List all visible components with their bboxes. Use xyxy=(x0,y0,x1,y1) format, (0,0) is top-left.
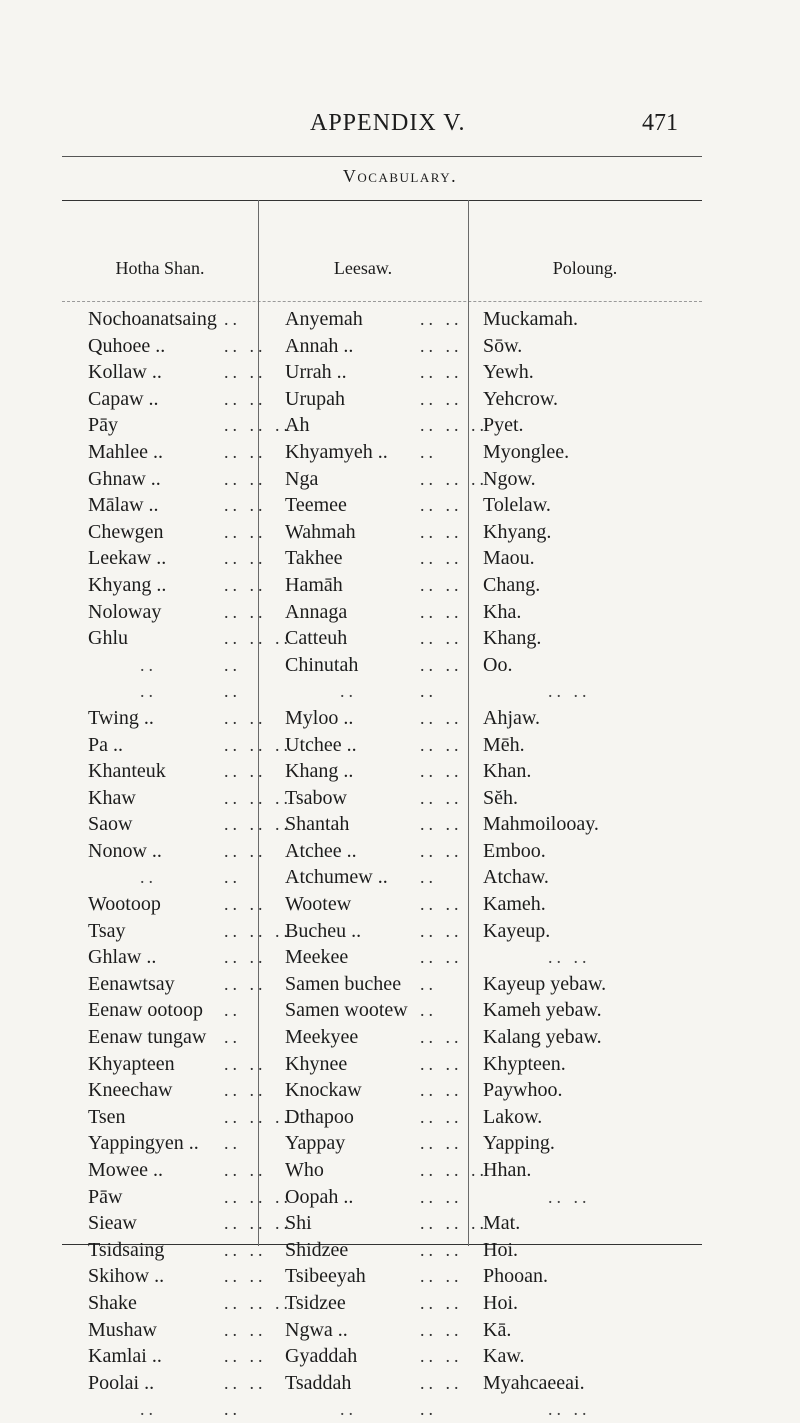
leesaw-word: Takhee xyxy=(285,547,343,570)
table-row xyxy=(0,705,800,732)
leesaw-word: Ah xyxy=(285,414,310,437)
leader-dots: .. .. xyxy=(420,707,463,728)
table-row xyxy=(0,1396,800,1423)
leader-dots: .. .. .. xyxy=(224,1106,292,1127)
leesaw-word: Knockaw xyxy=(285,1079,362,1102)
leader-dots: .. .. xyxy=(420,495,463,516)
table-row xyxy=(0,1370,800,1397)
leader-dots: .. .. xyxy=(420,628,463,649)
hotha-shan-word: Khyang .. xyxy=(88,573,167,596)
leesaw-word: Khang .. xyxy=(285,760,354,783)
leader-dots: .. .. xyxy=(420,1266,463,1287)
leesaw-word: Oopah .. xyxy=(285,1185,354,1208)
leesaw-word: Meekyee xyxy=(285,1026,359,1049)
leader-dots: .. xyxy=(420,1399,437,1420)
leader-dots: .. .. xyxy=(420,1186,463,1207)
hotha-shan-word: Shake xyxy=(88,1291,137,1314)
leader-dots: .. .. xyxy=(420,335,463,356)
leesaw-word: Bucheu .. xyxy=(285,919,362,942)
leader-dots: .. .. xyxy=(224,388,267,409)
ditto-dots: .. xyxy=(140,654,157,675)
poloung-word: Yehcrow. xyxy=(483,387,558,410)
leader-dots: .. .. .. xyxy=(224,1186,292,1207)
poloung-word: Yewh. xyxy=(483,361,534,384)
leader-dots: .. .. xyxy=(224,947,267,968)
leader-dots: .. .. xyxy=(224,840,267,861)
ditto-dots: .. xyxy=(340,681,357,702)
hotha-shan-word: Wootoop xyxy=(88,893,161,916)
table-row xyxy=(0,864,800,891)
leader-dots: .. .. .. xyxy=(224,1292,292,1313)
leesaw-word: Wahmah xyxy=(285,520,356,543)
table-row xyxy=(0,944,800,971)
leader-dots: .. .. xyxy=(224,1053,267,1074)
hotha-shan-word: Noloway xyxy=(88,600,162,623)
table-row xyxy=(0,1104,800,1131)
leader-dots: .. .. xyxy=(420,388,463,409)
hotha-shan-word: Eenaw ootoop xyxy=(88,999,203,1022)
leader-dots: .. .. xyxy=(420,761,463,782)
leader-dots: .. xyxy=(420,867,437,888)
table-row xyxy=(0,625,800,652)
table-row xyxy=(0,599,800,626)
leader-dots: .. .. xyxy=(420,1346,463,1367)
leader-dots: .. .. xyxy=(224,574,267,595)
table-row xyxy=(0,1290,800,1317)
poloung-word: Atchaw. xyxy=(483,866,549,889)
hotha-shan-word: Ghlaw .. xyxy=(88,946,157,969)
poloung-word: Myonglee. xyxy=(483,440,570,463)
leader-dots: .. .. xyxy=(420,1080,463,1101)
table-row xyxy=(0,971,800,998)
poloung-word: Kameh yebaw. xyxy=(483,999,602,1022)
table-row xyxy=(0,1051,800,1078)
hotha-shan-word: Pāw xyxy=(88,1185,123,1208)
hotha-shan-word: Poolai .. xyxy=(88,1371,155,1394)
leesaw-word: Samen wootew xyxy=(285,999,408,1022)
leesaw-word: Wootew xyxy=(285,893,352,916)
table-row xyxy=(0,466,800,493)
leader-dots: .. xyxy=(224,1000,241,1021)
table-row xyxy=(0,1317,800,1344)
leesaw-word: Khynee xyxy=(285,1052,348,1075)
leesaw-word: Urrah .. xyxy=(285,361,347,384)
leesaw-word: Ngwa .. xyxy=(285,1318,348,1341)
poloung-word: Khan. xyxy=(483,760,532,783)
leesaw-word: Who xyxy=(285,1159,324,1181)
leader-dots: .. .. xyxy=(420,548,463,569)
ditto-dots: .. .. xyxy=(548,1186,591,1207)
leader-dots: .. .. xyxy=(420,734,463,755)
leesaw-word: Tsabow xyxy=(285,786,347,809)
table-row xyxy=(0,572,800,599)
leader-dots: .. .. xyxy=(224,1266,267,1287)
leesaw-word: Shi xyxy=(285,1212,312,1235)
hotha-shan-word: Kamlai .. xyxy=(88,1345,162,1368)
hotha-shan-word: Pa .. xyxy=(88,733,123,756)
leader-dots: .. .. xyxy=(420,1053,463,1074)
leesaw-word: Myloo .. xyxy=(285,706,354,729)
hotha-shan-word: Khyapteen xyxy=(88,1052,175,1075)
leader-dots: .. .. xyxy=(224,1319,267,1340)
leader-dots: .. .. xyxy=(420,947,463,968)
poloung-word: Lakow. xyxy=(483,1105,543,1128)
hotha-shan-word: Mālaw .. xyxy=(88,494,159,517)
table-row xyxy=(0,1130,800,1157)
column-header-poloung: Poloung. xyxy=(552,258,618,278)
table-row xyxy=(0,519,800,546)
leesaw-word: Yappay xyxy=(285,1132,346,1155)
table-row xyxy=(0,439,800,466)
leesaw-word: Dthapoo xyxy=(285,1105,354,1128)
leader-dots: .. xyxy=(224,309,241,329)
table-row xyxy=(0,785,800,812)
poloung-word: Hoi. xyxy=(483,1238,518,1261)
leader-dots: .. xyxy=(420,973,437,994)
leesaw-word: Urupah xyxy=(285,387,345,410)
table-row xyxy=(0,918,800,945)
page-header xyxy=(0,110,800,150)
poloung-word: Khyang. xyxy=(483,520,552,543)
leader-dots: .. .. .. xyxy=(420,415,488,436)
hotha-shan-word: Mowee .. xyxy=(88,1159,163,1181)
leesaw-word: Tsidzee xyxy=(285,1291,346,1314)
leader-dots: .. .. .. xyxy=(224,628,292,649)
poloung-word: Khypteen. xyxy=(483,1052,566,1075)
table-top-rule xyxy=(62,200,702,201)
leader-dots: .. .. xyxy=(420,814,463,835)
poloung-word: Muckamah. xyxy=(483,308,578,330)
hotha-shan-word: Khanteuk xyxy=(88,760,166,783)
poloung-word: Kameh. xyxy=(483,893,546,916)
leader-dots: .. xyxy=(420,441,437,462)
leesaw-word: Samen buchee xyxy=(285,972,402,995)
leader-dots: .. .. xyxy=(420,1106,463,1127)
leesaw-word: Khyamyeh .. xyxy=(285,440,388,463)
hotha-shan-word: Yappingyen .. xyxy=(88,1132,199,1155)
leader-dots: .. xyxy=(224,654,241,675)
poloung-word: Khang. xyxy=(483,627,542,650)
table-row xyxy=(0,758,800,785)
table-row xyxy=(0,1077,800,1104)
poloung-word: Paywhoo. xyxy=(483,1079,563,1102)
ditto-dots: .. .. xyxy=(548,947,591,968)
poloung-word: Sĕh. xyxy=(483,786,518,809)
leesaw-word: Atchumew .. xyxy=(285,866,388,889)
leader-dots: .. .. xyxy=(420,1292,463,1313)
leader-dots: .. xyxy=(420,1000,437,1021)
table-row xyxy=(0,678,800,705)
poloung-word: Tolelaw. xyxy=(483,494,551,517)
hotha-shan-word: Leekaw .. xyxy=(88,547,167,570)
leader-dots: .. xyxy=(224,1133,241,1154)
leader-dots: .. .. .. xyxy=(224,734,292,755)
leader-dots: .. .. .. xyxy=(420,1213,488,1234)
hotha-shan-word: Nonow .. xyxy=(88,839,162,862)
poloung-word: Hhan. xyxy=(483,1159,532,1181)
hotha-shan-word: Ghlu xyxy=(88,627,128,650)
hotha-shan-word: Kneechaw xyxy=(88,1079,173,1102)
poloung-word: Mēh. xyxy=(483,733,525,756)
leader-dots: .. .. xyxy=(420,840,463,861)
leesaw-word: Annaga xyxy=(285,600,348,623)
hotha-shan-word: Khaw xyxy=(88,786,136,809)
leader-dots: .. xyxy=(420,681,437,702)
leader-dots: .. .. xyxy=(224,495,267,516)
leader-dots: .. .. xyxy=(224,362,267,383)
hotha-shan-word: Twing .. xyxy=(88,706,154,729)
ditto-dots: .. xyxy=(140,867,157,888)
poloung-word: Emboo. xyxy=(483,839,546,862)
poloung-word: Kayeup yebaw. xyxy=(483,972,607,995)
leader-dots: .. .. xyxy=(420,1372,463,1393)
hotha-shan-word: Eenaw tungaw xyxy=(88,1026,207,1049)
leesaw-word: Shantah xyxy=(285,813,350,836)
leesaw-word: Utchee .. xyxy=(285,733,357,756)
leader-dots: .. xyxy=(224,1027,241,1048)
table-row xyxy=(0,545,800,572)
table-row xyxy=(0,1263,800,1290)
leader-dots: .. .. xyxy=(224,894,267,915)
poloung-word: Chang. xyxy=(483,573,541,596)
ditto-dots: .. .. xyxy=(548,1399,591,1420)
table-row xyxy=(0,1210,800,1237)
leader-dots: .. .. .. xyxy=(420,468,488,489)
leader-dots: .. xyxy=(224,867,241,888)
hotha-shan-word: Ghnaw .. xyxy=(88,467,161,490)
table-row xyxy=(0,1343,800,1370)
poloung-word: Hoi. xyxy=(483,1291,518,1314)
leader-dots: .. .. xyxy=(224,521,267,542)
poloung-word: Mat. xyxy=(483,1212,521,1235)
table-row xyxy=(0,1184,800,1211)
poloung-word: Oo. xyxy=(483,653,513,676)
hotha-shan-word: Tsay xyxy=(88,919,126,942)
leesaw-word: Shidzee xyxy=(285,1238,349,1261)
leader-dots: .. .. .. xyxy=(224,1213,292,1234)
leader-dots: .. .. xyxy=(224,548,267,569)
vocabulary-rows xyxy=(0,306,800,1423)
leader-dots: .. .. xyxy=(420,601,463,622)
leesaw-word: Teemee xyxy=(285,494,347,517)
table-row xyxy=(0,1157,800,1184)
leesaw-word: Catteuh xyxy=(285,627,348,650)
table-row xyxy=(0,306,800,333)
leader-dots: .. xyxy=(224,1399,241,1420)
leader-dots: .. .. xyxy=(420,920,463,941)
hotha-shan-word: Eenawtsay xyxy=(88,972,175,995)
leader-dots: .. .. xyxy=(224,707,267,728)
leader-dots: .. .. .. xyxy=(224,814,292,835)
table-row xyxy=(0,333,800,360)
leader-dots: .. .. xyxy=(420,362,463,383)
hotha-shan-word: Capaw .. xyxy=(88,387,159,410)
hotha-shan-word: Chewgen xyxy=(88,520,164,543)
table-row xyxy=(0,1024,800,1051)
leesaw-word: Meekee xyxy=(285,946,349,969)
leader-dots: .. .. xyxy=(420,309,463,329)
leader-dots: .. .. xyxy=(420,521,463,542)
leader-dots: .. .. xyxy=(224,1239,267,1260)
header-rule xyxy=(62,156,702,157)
leader-dots: .. .. xyxy=(224,441,267,462)
ditto-dots: .. .. xyxy=(548,681,591,702)
leader-dots: .. .. xyxy=(420,894,463,915)
leader-dots: .. .. xyxy=(420,574,463,595)
leesaw-word: Tsaddah xyxy=(285,1371,352,1394)
leader-dots: .. .. xyxy=(224,973,267,994)
leader-dots: .. .. xyxy=(224,1346,267,1367)
hotha-shan-word: Saow xyxy=(88,813,133,836)
ditto-dots: .. xyxy=(340,1399,357,1420)
leader-dots: .. .. xyxy=(420,787,463,808)
hotha-shan-word: Tsen xyxy=(88,1105,126,1128)
poloung-word: Pyet. xyxy=(483,414,524,437)
poloung-word: Mahmoilooay. xyxy=(483,813,599,836)
leader-dots: .. .. xyxy=(420,1027,463,1048)
poloung-word: Kalang yebaw. xyxy=(483,1026,602,1049)
leesaw-word: Atchee .. xyxy=(285,839,357,862)
hotha-shan-word: Pāy xyxy=(88,414,118,437)
poloung-word: Ngow. xyxy=(483,467,536,490)
leader-dots: .. .. .. xyxy=(224,920,292,941)
table-row xyxy=(0,997,800,1024)
hotha-shan-word: Mahlee .. xyxy=(88,440,163,463)
leader-dots: .. .. xyxy=(420,654,463,675)
table-row xyxy=(0,732,800,759)
leesaw-word: Annah .. xyxy=(285,334,354,357)
poloung-word: Kaw. xyxy=(483,1345,525,1368)
poloung-word: Yapping. xyxy=(483,1132,555,1155)
leader-dots: .. .. .. xyxy=(224,787,292,808)
poloung-word: Maou. xyxy=(483,547,535,570)
table-row xyxy=(0,412,800,439)
poloung-word: Ahjaw. xyxy=(483,706,541,729)
leesaw-word: Nga xyxy=(285,467,319,490)
leesaw-word: Gyaddah xyxy=(285,1345,358,1368)
leader-dots: .. .. xyxy=(224,1160,267,1180)
ditto-dots: .. xyxy=(140,681,157,702)
hotha-shan-word: Skihow .. xyxy=(88,1265,165,1288)
hotha-shan-word: Sieaw xyxy=(88,1212,137,1235)
leesaw-word: Anyemah xyxy=(285,308,363,330)
leader-dots: .. .. xyxy=(420,1319,463,1340)
hotha-shan-word: Kollaw .. xyxy=(88,361,162,384)
running-head: APPENDIX V. xyxy=(310,110,466,136)
leader-dots: .. .. xyxy=(420,1133,463,1154)
leader-dots: .. .. xyxy=(224,335,267,356)
column-header-leesaw: Leesaw. xyxy=(333,258,393,278)
leader-dots: .. .. xyxy=(224,468,267,489)
leader-dots: .. .. xyxy=(224,1080,267,1101)
poloung-word: Myahcaeeai. xyxy=(483,1371,585,1394)
leader-dots: .. .. xyxy=(224,601,267,622)
leader-dots: .. xyxy=(224,681,241,702)
leesaw-word: Hamāh xyxy=(285,573,343,596)
table-row xyxy=(0,811,800,838)
hotha-shan-word: Tsidsaing xyxy=(88,1238,165,1261)
leesaw-word: Tsibeeyah xyxy=(285,1265,366,1288)
poloung-word: Sōw. xyxy=(483,334,523,357)
ditto-dots: .. xyxy=(140,1399,157,1420)
table-row xyxy=(0,1237,800,1264)
hotha-shan-word: Nochoanatsaing xyxy=(88,308,217,330)
header-bottom-rule xyxy=(62,301,702,302)
table-row xyxy=(0,492,800,519)
leader-dots: .. .. xyxy=(420,1239,463,1260)
poloung-word: Kha. xyxy=(483,600,522,623)
poloung-word: Kā. xyxy=(483,1318,512,1341)
leader-dots: .. .. .. xyxy=(420,1160,488,1180)
table-row xyxy=(0,359,800,386)
hotha-shan-word: Mushaw xyxy=(88,1318,157,1341)
table-row xyxy=(0,652,800,679)
leader-dots: .. .. .. xyxy=(224,415,292,436)
page-number: 471 xyxy=(642,110,678,136)
leader-dots: .. .. xyxy=(224,1372,267,1393)
table-caption: Vocabulary. xyxy=(342,166,458,186)
table-row xyxy=(0,891,800,918)
column-header-hotha-shan: Hotha Shan. xyxy=(115,258,205,278)
hotha-shan-word: Quhoee .. xyxy=(88,334,166,357)
poloung-word: Kayeup. xyxy=(483,919,551,942)
leesaw-word: Chinutah xyxy=(285,653,359,676)
leader-dots: .. .. xyxy=(224,761,267,782)
table-row xyxy=(0,838,800,865)
poloung-word: Phooan. xyxy=(483,1265,548,1288)
table-row xyxy=(0,386,800,413)
